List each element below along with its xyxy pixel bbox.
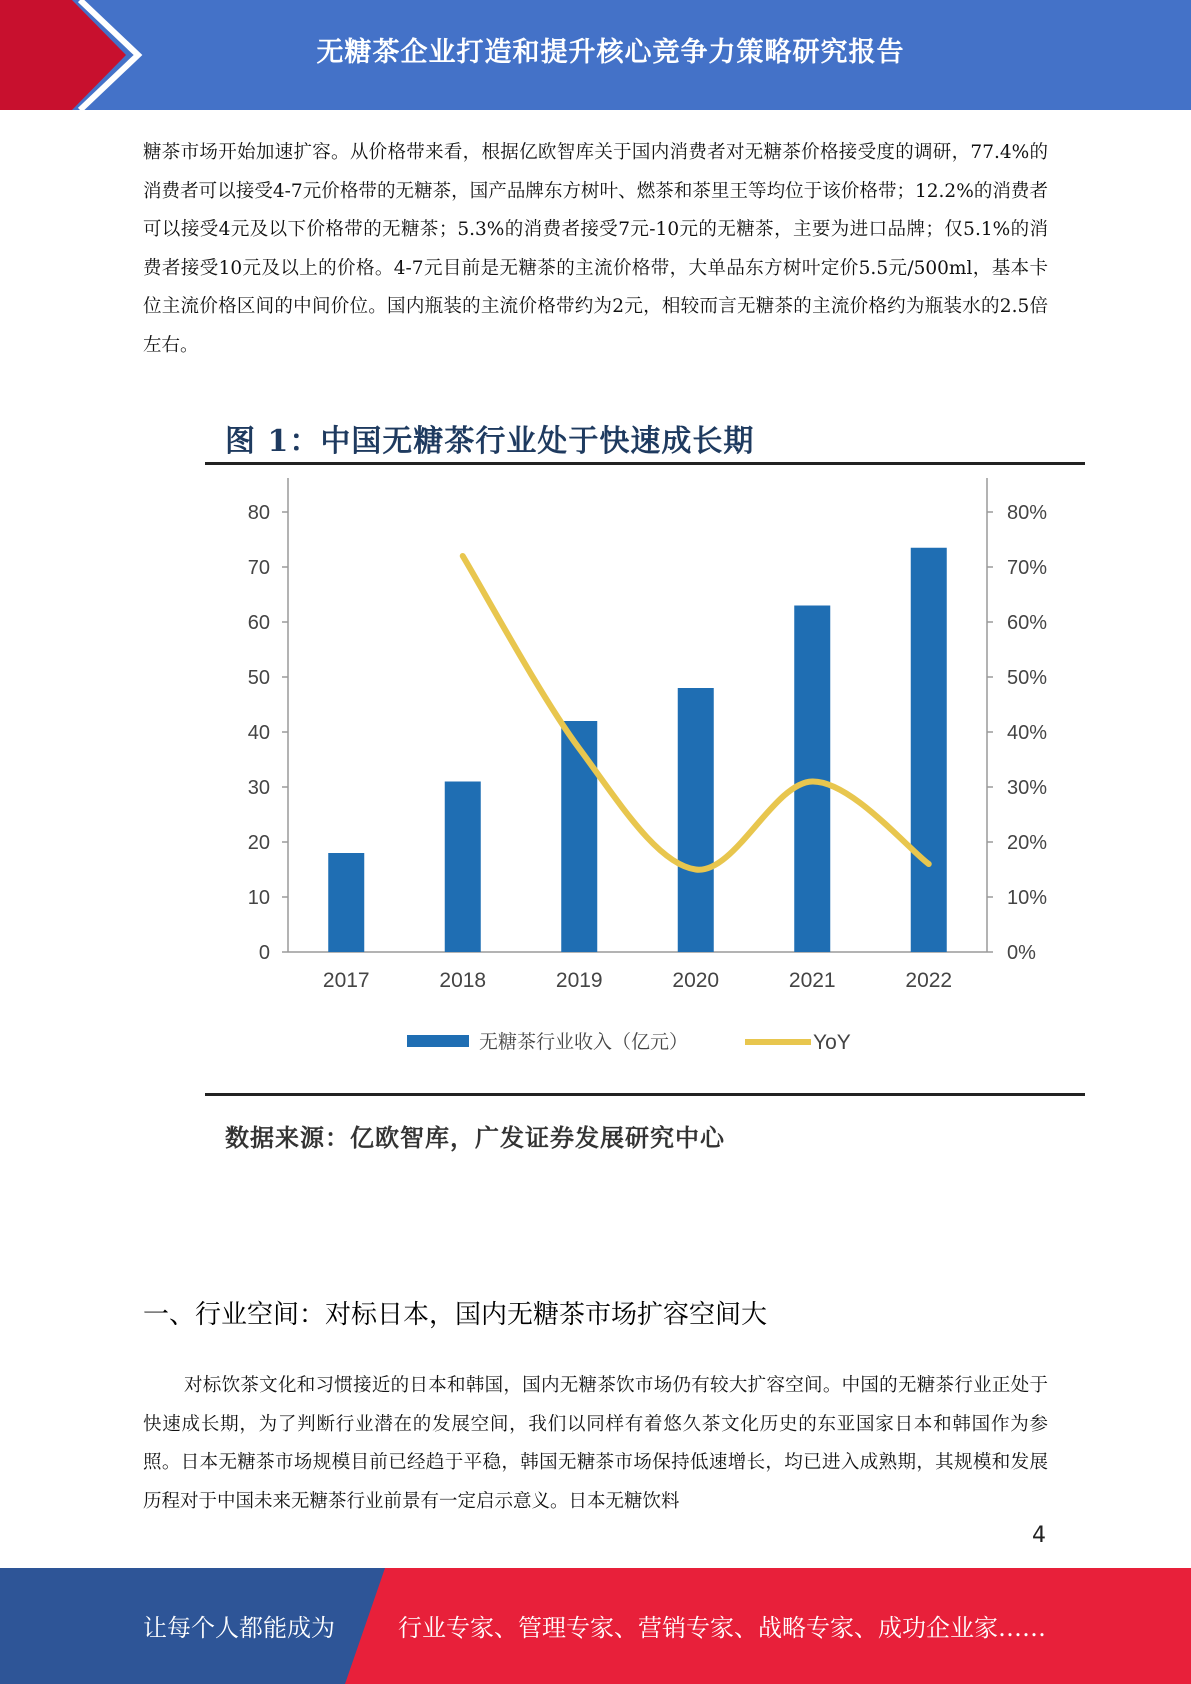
y-left-tick-label: 0 bbox=[258, 942, 270, 964]
y-right-tick-label: 20% bbox=[1007, 832, 1048, 854]
y-left-tick-label: 10 bbox=[247, 887, 270, 909]
y-left-tick-label: 50 bbox=[247, 667, 270, 689]
bar-2022 bbox=[911, 548, 947, 952]
page-header bbox=[0, 0, 1191, 110]
figure-source: 数据来源：亿欧智库，广发证券发展研究中心 bbox=[225, 1123, 725, 1152]
bar-2019 bbox=[561, 721, 597, 952]
bar-2018 bbox=[445, 782, 481, 953]
y-right-tick-label: 30% bbox=[1007, 777, 1048, 799]
page-footer bbox=[0, 1568, 1191, 1684]
x-tick-label-2018: 2018 bbox=[439, 969, 487, 992]
figure-1 bbox=[185, 390, 1085, 1160]
y-left-tick-label: 30 bbox=[247, 777, 270, 799]
x-tick-label-2021: 2021 bbox=[788, 969, 836, 992]
x-tick-label-2022: 2022 bbox=[905, 969, 953, 992]
y-left-tick-label: 80 bbox=[247, 502, 270, 524]
y-right-tick-label: 50% bbox=[1007, 667, 1048, 689]
body-paragraph-japan-korea: 对标饮茶文化和习惯接近的日本和韩国，国内无糖茶饮市场仍有较大扩容空间。中国的无糖茶行业正处于快速成长期，为了判断行业潜在的发展空间，我们以同样有着悠久茶文化历史的东亚国家日本和韩国作为参照。日本无糖茶市场规模目前已经趋于平稳，韩国无糖茶市场保持低速增长，均已进入成熟期，其规模和发展历程对于中国未来无糖茶行业前景有一定启示意义。日本无糖饮料 bbox=[143, 1375, 1048, 1512]
y-left-tick-label: 70 bbox=[247, 557, 270, 579]
report-title: 无糖茶企业打造和提升核心竞争力策略研究报告 bbox=[316, 37, 905, 68]
y-right-tick-label: 70% bbox=[1007, 557, 1048, 579]
y-left-tick-label: 20 bbox=[247, 832, 270, 854]
legend-bar-label: 无糖茶行业收入（亿元） bbox=[479, 1031, 689, 1053]
figure-bottom-rule bbox=[205, 1093, 1085, 1096]
y-right-tick-label: 10% bbox=[1007, 887, 1048, 909]
y-right-tick-label: 60% bbox=[1007, 612, 1048, 634]
x-tick-label-2019: 2019 bbox=[555, 969, 603, 992]
x-tick-label-2017: 2017 bbox=[322, 969, 370, 992]
y-right-tick-label: 80% bbox=[1007, 502, 1048, 524]
y-right-tick-label: 40% bbox=[1007, 722, 1048, 744]
bar-2017 bbox=[328, 853, 364, 952]
section-heading-industry-space: 一、行业空间：对标日本，国内无糖茶市场扩容空间大 bbox=[143, 1300, 768, 1330]
body-paragraph-price-band: 糖茶市场开始加速扩容。从价格带来看，根据亿欧智库关于国内消费者对无糖茶价格接受度的调研，77.4%的消费者可以接受4-7元价格带的无糖茶，国产品牌东方树叶、燃茶和茶里王等均位于该价格带；12.2%的消费者可以接受4元及以下价格带的无糖茶；5.3%的消费者接受7元-10元的无糖茶，主要为进口品牌；仅5.1%的消费者接受10元及以上的价格。4-7元目前是无糖茶的主流价格带，大单品东方树叶定价5.5元/500ml，基本卡位主流价格区间的中间价位。国内瓶装的主流价格带约为2元，相较而言无糖茶的主流价格约为瓶装水的2.5倍左右。 bbox=[143, 142, 1048, 356]
revenue-yoy-chart bbox=[185, 390, 1085, 1090]
figure-title: 图 1：中国无糖茶行业处于快速成长期 bbox=[225, 424, 755, 459]
y-right-tick-label: 0% bbox=[1007, 942, 1036, 964]
page-number: 4 bbox=[1032, 1523, 1046, 1548]
footer-slogan-left: 让每个人都能成为 bbox=[143, 1614, 335, 1642]
legend-bar-swatch bbox=[407, 1035, 469, 1047]
legend-line-label: YoY bbox=[813, 1031, 851, 1054]
bar-2020 bbox=[678, 688, 714, 952]
footer-slogan-right: 行业专家、管理专家、营销专家、战略专家、成功企业家…… bbox=[398, 1614, 1046, 1642]
y-left-tick-label: 40 bbox=[247, 722, 270, 744]
x-tick-label-2020: 2020 bbox=[672, 969, 720, 992]
y-left-tick-label: 60 bbox=[247, 612, 270, 634]
